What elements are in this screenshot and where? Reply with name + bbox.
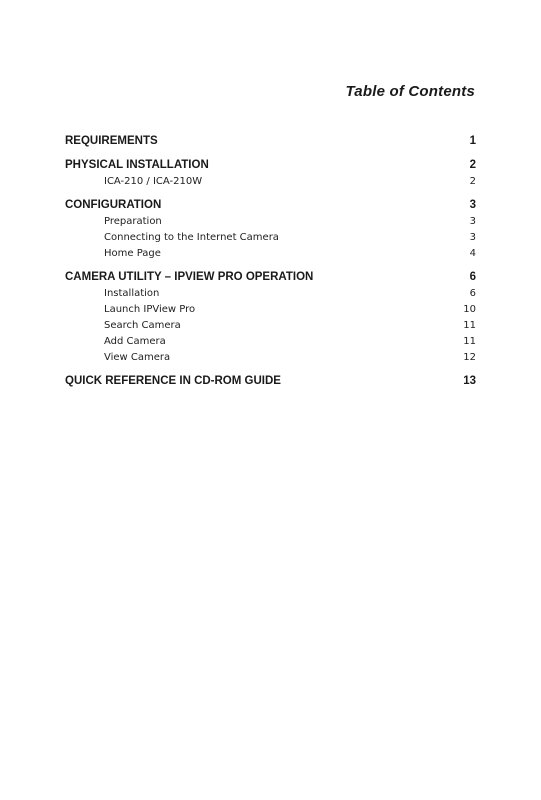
toc-subentry-page: 2 <box>469 176 476 187</box>
toc-subentry-label: Add Camera <box>104 336 166 347</box>
toc-entry-page: 3 <box>469 199 476 211</box>
toc-subentry-view-camera[interactable] <box>65 350 476 366</box>
toc-subentry-label: Home Page <box>104 248 161 259</box>
toc-subentry-label: Preparation <box>104 216 162 227</box>
toc-subentry-connecting[interactable] <box>65 230 476 246</box>
toc-subentry-label: ICA-210 / ICA-210W <box>104 176 203 187</box>
toc-subentry-label: View Camera <box>104 352 171 363</box>
toc-subentry-label: Connecting to the Internet Camera <box>104 232 279 243</box>
table-of-contents <box>65 133 476 397</box>
toc-entry-label: CONFIGURATION <box>65 199 162 211</box>
toc-entry-page: 6 <box>469 271 476 283</box>
toc-entry-page: 2 <box>469 159 476 171</box>
toc-entry-label: QUICK REFERENCE IN CD-ROM GUIDE <box>65 375 281 387</box>
toc-entry-physical-installation[interactable] <box>65 157 476 174</box>
toc-entry-page: 13 <box>463 375 476 387</box>
toc-entry-page: 1 <box>469 135 476 147</box>
toc-entry-requirements[interactable] <box>65 133 476 150</box>
toc-subentry-add-camera[interactable] <box>65 334 476 350</box>
toc-subentry-page: 10 <box>463 304 476 315</box>
toc-section-physical-installation <box>65 157 476 190</box>
toc-section-configuration <box>65 197 476 262</box>
toc-subentry-page: 3 <box>469 216 476 227</box>
toc-section-requirements <box>65 133 476 150</box>
toc-subentry-preparation[interactable] <box>65 214 476 230</box>
toc-subentry-label: Launch IPView Pro <box>104 304 196 315</box>
toc-subentry-home-page[interactable] <box>65 246 476 262</box>
toc-subentry-ica-210[interactable] <box>65 174 476 190</box>
toc-subentry-label: Installation <box>104 288 160 299</box>
toc-entry-configuration[interactable] <box>65 197 476 214</box>
toc-entry-camera-utility[interactable] <box>65 269 476 286</box>
toc-section-camera-utility <box>65 269 476 366</box>
toc-subentry-search-camera[interactable] <box>65 318 476 334</box>
toc-entry-label: CAMERA UTILITY – IPVIEW PRO OPERATION <box>65 271 314 283</box>
toc-subentry-page: 11 <box>463 320 476 331</box>
toc-entry-label: REQUIREMENTS <box>65 135 158 147</box>
toc-entry-quick-reference[interactable] <box>65 373 476 390</box>
toc-subentry-page: 3 <box>469 232 476 243</box>
toc-subentry-page: 12 <box>463 352 476 363</box>
toc-subentry-installation[interactable] <box>65 286 476 302</box>
toc-entry-label: PHYSICAL INSTALLATION <box>65 159 209 171</box>
toc-subentry-launch-ipview-pro[interactable] <box>65 302 476 318</box>
toc-subentry-page: 6 <box>469 288 476 299</box>
page-title: Table of Contents <box>345 83 475 100</box>
toc-subentry-page: 4 <box>469 248 476 259</box>
toc-subentry-label: Search Camera <box>104 320 181 331</box>
toc-section-quick-reference <box>65 373 476 390</box>
toc-subentry-page: 11 <box>463 336 476 347</box>
